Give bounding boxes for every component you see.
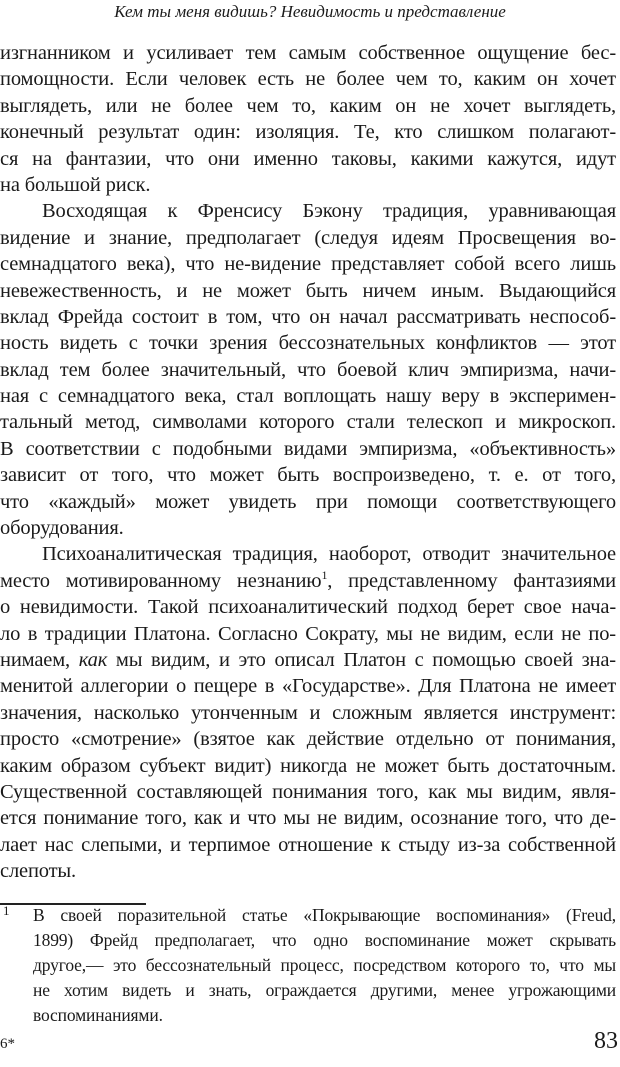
text-segment: вклад тем более значительный, что боевой клич эмпиризма, начи- [0, 358, 616, 381]
text-line [0, 172, 616, 198]
text-line [0, 304, 616, 330]
text-line [0, 753, 616, 779]
text-line [0, 40, 616, 66]
text-segment: слепоты. [0, 860, 77, 883]
text-segment: выглядеть, или не более чем то, каким он не хочет выглядеть, [0, 94, 616, 117]
text-line [0, 409, 616, 435]
text-line [0, 198, 616, 224]
text-segment: вклад Фрейда состоит в том, что он начал рассматривать неспособ- [0, 305, 616, 328]
text-line [0, 805, 616, 831]
text-line [33, 1003, 616, 1028]
text-segment: ность видеть с точки зрения бессознательных конфликтов — этот [0, 332, 616, 355]
text-line [0, 330, 616, 356]
text-line [0, 251, 616, 277]
text-line [0, 146, 616, 172]
signature-mark: 6* [0, 1036, 15, 1052]
text-segment: воспоминаниями. [33, 1005, 163, 1025]
text-line [0, 462, 616, 488]
paragraph [0, 40, 616, 198]
text-line [0, 515, 616, 541]
text-line [0, 541, 616, 567]
text-segment: , представленному фантазиями [327, 569, 616, 592]
text-line [0, 779, 616, 805]
text-segment: нимаем, [0, 648, 79, 671]
text-segment: оборудования. [0, 517, 124, 540]
text-line [0, 700, 616, 726]
text-line [0, 93, 616, 119]
text-line [0, 489, 616, 515]
text-line [33, 928, 616, 953]
text-segment: Восходящая к Френсису Бэкону традиция, уравнивающая [42, 200, 616, 223]
text-segment: видение и знание, предполагает (следуя идеям Просвещения во- [0, 226, 616, 249]
text-segment: невежественность, и не может быть ничем иным. Выдающийся [0, 279, 616, 302]
text-segment: семнадцатого века), что не-видение представляет собой всего лишь [0, 253, 616, 276]
text-segment: просто «смотрение» (взятое как действие отдельно от понимания, [0, 728, 616, 751]
text-line [33, 978, 616, 1003]
footnote-reference[interactable]: 1 [321, 567, 328, 582]
running-header: Кем ты меня видишь? Невидимость и представление [114, 2, 506, 21]
emphasis: как [78, 648, 108, 671]
footnote [33, 903, 616, 1028]
text-segment: ло в традиции Платона. Согласно Сократу, мы не видим, если не по- [0, 622, 616, 645]
text-line [0, 858, 616, 884]
text-line [0, 568, 616, 594]
paragraph [0, 198, 616, 541]
text-line [0, 673, 616, 699]
text-segment: не хотим видеть и знать, ограждается другими, менее угрожающими [33, 980, 616, 1000]
text-line [0, 621, 616, 647]
text-segment: Психоаналитическая традиция, наоборот, отводит значительное [42, 543, 616, 566]
text-segment: о невидимости. Такой психоаналитический подход берет свое нача- [0, 596, 616, 619]
text-line [0, 647, 616, 673]
text-segment: изгнанником и усиливает тем самым собственное ощущение бес- [0, 42, 616, 64]
text-segment: В соответствии с подобными видами эмпиризма, «объективность» [0, 437, 616, 460]
paragraph [0, 541, 616, 884]
text-line [0, 726, 616, 752]
text-segment: ная с семнадцатого века, стал воплощать нашу веру в эксперимен- [0, 385, 616, 408]
text-segment: Существенной составляющей понимания того, как мы видим, явля- [0, 780, 616, 803]
text-segment: каким образом субъект видит) никогда не может быть достаточным. [0, 754, 616, 777]
text-segment: ся на фантазии, что они именно таковы, какими кажутся, идут [0, 147, 616, 170]
text-segment: конечный результат один: изоляция. Те, кто слишком полагают- [0, 121, 616, 144]
text-segment: другое,— это бессознательный процесс, посредством которого то, что мы [33, 955, 616, 975]
text-segment: помощности. Если человек есть не более чем то, каким он хочет [0, 68, 616, 91]
text-line [0, 594, 616, 620]
text-segment: лает нас слепыми, и терпимое отношение к стыду из-за собственной [0, 833, 616, 856]
text-line [0, 225, 616, 251]
text-line [0, 66, 616, 92]
page-number: 83 [594, 1028, 618, 1054]
text-segment: В своей поразительной статье «Покрывающие воспоминания» (Freud, [33, 905, 616, 925]
text-line [33, 953, 616, 978]
text-segment: значения, насколько утонченным и сложным является инструмент: [0, 701, 616, 724]
text-line [0, 436, 616, 462]
text-segment: что «каждый» может увидеть при помощи соответствующего [0, 490, 616, 513]
text-segment: на большой риск. [0, 173, 151, 196]
text-line [0, 357, 616, 383]
text-line [0, 119, 616, 145]
text-segment: тальный метод, символами которого стали телескоп и микроскоп. [0, 411, 616, 434]
text-segment: мы видим, и это описал Платон с помощью своей зна- [107, 648, 616, 671]
text-line [33, 903, 616, 928]
text-segment: 1899) Фрейд предполагает, что одно воспоминание может скрывать [33, 930, 616, 950]
text-line [0, 383, 616, 409]
text-line [0, 832, 616, 858]
text-segment: место мотивированному незнанию [0, 569, 322, 592]
text-segment: зависит от того, что может быть воспроизведено, т. е. от того, [0, 464, 616, 487]
text-segment: ется понимание того, как и что мы не видим, осознание того, что де- [0, 807, 616, 830]
text-line [0, 278, 616, 304]
text-segment: менитой аллегории о пещере в «Государстве». Для Платона не имеет [0, 675, 616, 698]
footnote-marker: 1 [3, 903, 10, 918]
body-text [0, 40, 616, 885]
